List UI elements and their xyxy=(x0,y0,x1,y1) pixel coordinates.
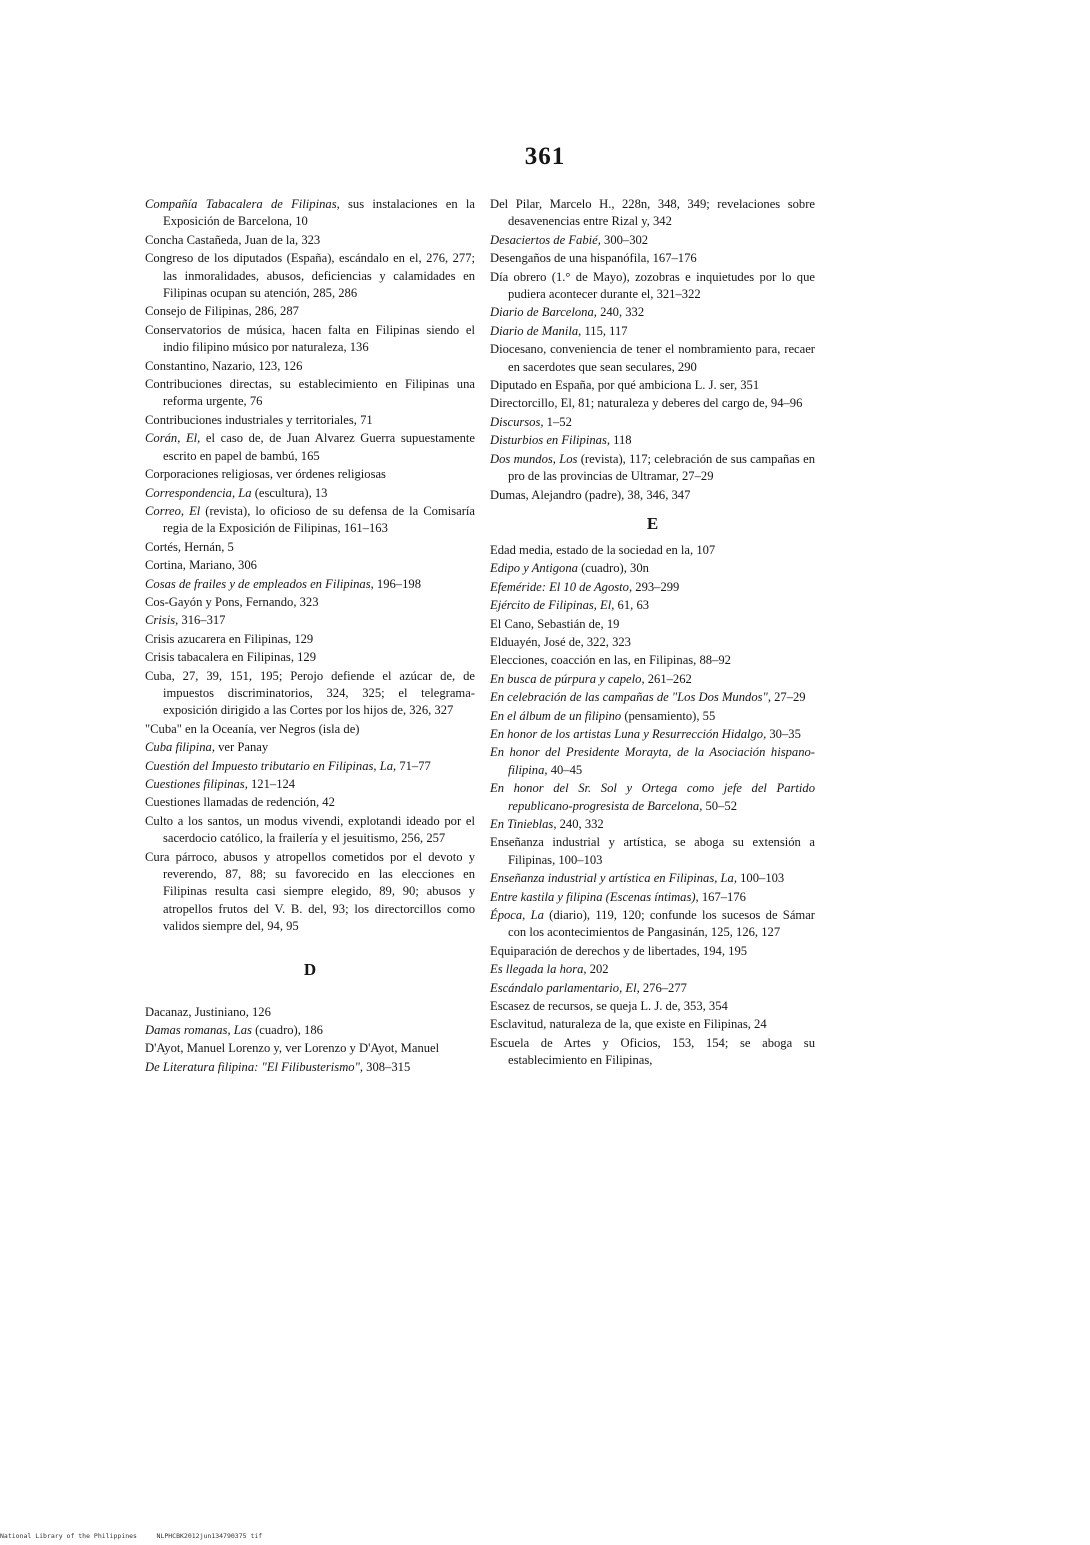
index-entry-text: Elduayén, José de, 322, 323 xyxy=(490,634,631,649)
index-entry xyxy=(145,721,475,738)
e-entries-list xyxy=(490,542,815,1070)
index-entry xyxy=(490,304,815,321)
index-entry-text: Del Pilar, Marcelo H., 228n, 348, 349; revelaciones sobre desavenencias entre Rizal y, 342 xyxy=(490,197,815,229)
index-entry-text: 167–176 xyxy=(698,889,746,904)
index-entry-text: 71–77 xyxy=(396,758,431,773)
index-entry xyxy=(145,358,475,375)
index-entry-text: Cuestiones llamadas de redención, 42 xyxy=(145,795,335,810)
right-entries-list xyxy=(490,196,815,504)
index-entry-text: Congreso de los diputados (España), escándalo en el, 276, 277; las inmoralidades, abusos, deficiencias y calamidades en Filipinas ocupan su atención, 285, 286 xyxy=(145,251,475,301)
index-entry-title: Crisis, xyxy=(145,613,179,628)
index-entry xyxy=(490,780,815,815)
index-entry-text: Cuba, 27, 39, 151, 195; Perojo defiende el azúcar de, de impuestos discriminatorios, 324, 325; el telegrama-exposición dirigido a las Cortes por los hijos de, 326, 327 xyxy=(145,668,475,718)
index-entry xyxy=(145,1022,475,1039)
index-entry xyxy=(490,1035,815,1070)
index-entry-title: Damas romanas, Las xyxy=(145,1023,252,1038)
index-entry-text: El Cano, Sebastián de, 19 xyxy=(490,616,620,631)
index-entry-title: Es llegada la hora, xyxy=(490,962,587,977)
index-entry xyxy=(490,689,815,706)
index-entry-text: Elecciones, coacción en las, en Filipinas, 88–92 xyxy=(490,653,731,668)
index-entry-text: 121–124 xyxy=(247,777,296,791)
index-entry xyxy=(490,671,815,688)
index-entry xyxy=(490,816,815,833)
index-entry xyxy=(490,542,815,559)
index-entry-text: (cuadro), 30n xyxy=(577,561,649,576)
index-entry-text: Consejo de Filipinas, 286, 287 xyxy=(145,304,299,319)
index-entry xyxy=(145,466,475,483)
index-entry xyxy=(145,303,475,320)
index-entry xyxy=(145,376,475,411)
index-entry-title: En el álbum de un filipino xyxy=(490,708,622,723)
index-entry-text: 61, 63 xyxy=(614,598,650,613)
index-entry-text: Equiparación de derechos y de libertades, 194, 195 xyxy=(490,943,748,958)
index-entry-text: 300–302 xyxy=(600,232,649,247)
index-entry-title: Discursos, xyxy=(490,414,544,429)
index-entry-text: (escultura), 13 xyxy=(251,485,328,500)
index-entry-text: Enseñanza industrial y artística, se aboga su extensión a Filipinas, 100–103 xyxy=(490,835,815,867)
index-entry-text: 293–299 xyxy=(632,579,680,594)
index-entry-text: Culto a los santos, un modus vivendi, explotandi ideado por el sacerdocio católico, la frailería y el jesuitismo, 256, 257 xyxy=(145,813,475,846)
index-entry xyxy=(490,560,815,577)
index-entry-text: Cos-Gayón y Pons, Fernando, 323 xyxy=(145,594,319,609)
index-entry xyxy=(490,395,815,412)
index-entry xyxy=(145,322,475,357)
index-entry-text: 308–315 xyxy=(363,1059,411,1074)
index-entry-title: En celebración de las campañas de "Los Dos Mundos", xyxy=(490,690,771,705)
index-entry xyxy=(490,1016,815,1033)
index-entry xyxy=(145,649,475,666)
index-entry-text: (diario), 119, 120; confunde los sucesos de Sámar con los acontecimientos de Pangasinán, 125, 126, 127 xyxy=(508,908,815,940)
index-entry-title: Diario de Barcelona, xyxy=(490,305,597,320)
index-entry-text: 30–35 xyxy=(766,726,801,741)
index-entry-text: sus instalaciones en la Exposición de Barcelona, 10 xyxy=(163,197,475,229)
index-entry xyxy=(490,998,815,1015)
index-entry xyxy=(490,870,815,887)
index-entry-text: Contribuciones industriales y territoriales, 71 xyxy=(145,412,373,427)
index-entry xyxy=(145,594,475,611)
index-entry xyxy=(490,451,815,486)
index-entry-text: (pensamiento), 55 xyxy=(621,708,716,723)
index-entry-title: Efeméride: El 10 de Agosto, xyxy=(490,579,633,594)
index-entry-title: Compañía Tabacalera de Filipinas, xyxy=(145,197,340,211)
index-entry-text: Concha Castañeda, Juan de la, 323 xyxy=(145,232,321,247)
index-entry-text: Corporaciones religiosas, ver órdenes religiosas xyxy=(145,467,386,482)
index-entry xyxy=(490,961,815,978)
index-entry xyxy=(145,412,475,429)
index-entry-title: Cosas de frailes y de empleados en Filipinas, xyxy=(145,576,374,591)
index-entry xyxy=(145,612,475,629)
index-entry-text: "Cuba" en la Oceanía, ver Negros (isla de) xyxy=(145,721,360,736)
index-entry-text: Cortés, Hernán, 5 xyxy=(145,539,234,554)
index-entry-text: 50–52 xyxy=(702,798,737,813)
index-entry xyxy=(145,794,475,811)
index-entry-title: En honor de los artistas Luna y Resurrección Hidalgo, xyxy=(490,726,767,741)
index-entry-text: 276–277 xyxy=(639,980,687,995)
index-entry-text: 261–262 xyxy=(644,671,692,686)
index-entry-text: D'Ayot, Manuel Lorenzo y, ver Lorenzo y D'Ayot, Manuel xyxy=(145,1041,440,1056)
index-entry xyxy=(490,708,815,725)
index-entry xyxy=(490,432,815,449)
d-entries-list xyxy=(145,1004,475,1077)
index-entry-title: Cuba filipina, xyxy=(145,740,215,755)
index-entry xyxy=(490,487,815,504)
index-entry-text: Dacanaz, Justiniano, 126 xyxy=(145,1004,271,1019)
index-entry-text: 1–52 xyxy=(543,414,572,429)
index-entry-title: Ejército de Filipinas, El, xyxy=(490,598,615,613)
index-entry-text: Directorcillo, El, 81; naturaleza y deberes del cargo de, 94–96 xyxy=(490,396,803,411)
index-entry xyxy=(145,849,475,936)
index-entry xyxy=(145,503,475,538)
index-entry-text: Constantino, Nazario, 123, 126 xyxy=(145,358,303,373)
index-entry xyxy=(145,430,475,465)
index-entry-text: Contribuciones directas, su establecimiento en Filipinas una reforma urgente, 76 xyxy=(145,377,475,409)
index-entry xyxy=(490,616,815,633)
index-entry-title: En honor del Sr. Sol y Ortega como jefe del Partido republicano-progresista de Barcelona, xyxy=(490,781,815,813)
index-entry-text: ver Panay xyxy=(214,740,269,755)
index-entry xyxy=(490,196,815,231)
index-entry xyxy=(490,907,815,942)
index-entry-text: 40–45 xyxy=(547,762,583,777)
index-entry xyxy=(490,579,815,596)
index-entry-title: Enseñanza industrial y artística en Filipinas, La, xyxy=(490,871,737,886)
index-entry xyxy=(490,341,815,376)
index-entry-title: Cuestión del Impuesto tributario en Filipinas, La, xyxy=(145,758,397,773)
index-entry-text: Desengaños de una hispanófila, 167–176 xyxy=(490,251,697,266)
index-entry xyxy=(145,539,475,556)
index-entry-title: Edipo y Antigona xyxy=(490,561,578,576)
index-entry xyxy=(490,634,815,651)
index-entry xyxy=(490,269,815,304)
index-entry xyxy=(145,232,475,249)
index-entry-text: Escuela de Artes y Oficios, 153, 154; se aboga su establecimiento en Filipinas, xyxy=(490,1035,815,1068)
index-entry-text: Día obrero (1.° de Mayo), zozobras e inquietudes por lo que pudiera acontecer durante el, 321–322 xyxy=(490,269,815,302)
index-entry-text: 240, 332 xyxy=(556,817,604,831)
index-entry xyxy=(490,943,815,960)
index-entry-text: (revista), 117; celebración de sus campañas en pro de las provincias de Ultramar, 27–29 xyxy=(508,451,815,484)
index-entry xyxy=(145,1040,475,1057)
index-entry xyxy=(145,1059,475,1076)
index-entry xyxy=(490,726,815,743)
index-entry-title: Correspondencia, La xyxy=(145,485,252,500)
index-entry-text: Cortina, Mariano, 306 xyxy=(145,558,257,573)
index-entry-title: Disturbios en Filipinas, xyxy=(490,433,610,448)
scan-footer: National Library of the Philippines NLPHCBK2012jun134790375 tif xyxy=(0,1532,263,1540)
index-entry-title: En Tinieblas, xyxy=(490,817,557,831)
page-number: 361 xyxy=(524,143,566,170)
index-entry xyxy=(490,414,815,431)
index-entry xyxy=(145,250,475,302)
index-entry xyxy=(490,250,815,267)
index-entry xyxy=(145,668,475,720)
index-entry-text: (revista), lo oficioso de su defensa de la Comisaría regia de la Exposición de Filipinas, 161–163 xyxy=(163,503,475,536)
index-entry-text: 240, 332 xyxy=(596,305,645,320)
index-entry-text: 115, 117 xyxy=(581,323,628,338)
index-entry-text: 100–103 xyxy=(736,871,785,886)
index-entry-text: Crisis tabacalera en Filipinas, 129 xyxy=(145,650,317,665)
left-entries-list xyxy=(145,196,475,936)
index-entry-text: Edad media, estado de la sociedad en la, 107 xyxy=(490,542,716,557)
left-column xyxy=(145,196,475,1077)
index-entry xyxy=(145,196,475,231)
index-entry-text: 118 xyxy=(610,433,632,448)
index-entry xyxy=(145,576,475,593)
index-entry xyxy=(145,1004,475,1021)
index-entry-text: Dumas, Alejandro (padre), 38, 346, 347 xyxy=(490,487,691,502)
index-entry-title: Dos mundos, Los xyxy=(490,451,578,466)
index-entry-title: En honor del Presidente Morayta, de la Asociación hispano-filipina, xyxy=(490,745,815,777)
index-entry-title: Desaciertos de Fabié, xyxy=(490,232,601,247)
index-entry-title: Escándalo parlamentario, El, xyxy=(490,980,640,995)
index-entry-title: Diario de Manila, xyxy=(490,323,582,338)
index-entry-text: Crisis azucarera en Filipinas, 129 xyxy=(145,631,314,646)
index-entry xyxy=(490,652,815,669)
index-entry xyxy=(490,232,815,249)
index-entry-title: De Literatura filipina: "El Filibusterismo", xyxy=(145,1059,364,1074)
index-entry xyxy=(145,813,475,848)
index-entry-text: 202 xyxy=(586,962,609,977)
index-entry-text: 27–29 xyxy=(770,690,806,705)
index-entry xyxy=(145,758,475,775)
index-entry-text: Esclavitud, naturaleza de la, que existe en Filipinas, 24 xyxy=(490,1017,767,1032)
index-entry xyxy=(490,834,815,869)
index-entry xyxy=(145,776,475,793)
index-entry xyxy=(490,744,815,779)
section-letter-d: D xyxy=(303,959,317,979)
index-entry xyxy=(490,323,815,340)
right-column xyxy=(490,196,815,1071)
index-entry xyxy=(490,889,815,906)
index-entry-text: Diputado en España, por qué ambiciona L. J. ser, 351 xyxy=(490,378,760,393)
index-entry-text: Escasez de recursos, se queja L. J. de, 353, 354 xyxy=(490,999,728,1014)
index-entry xyxy=(490,597,815,614)
index-entry xyxy=(490,377,815,394)
index-entry-text: 196–198 xyxy=(373,576,421,591)
index-entry-text: Conservatorios de música, hacen falta en Filipinas siendo el indio filipino músico por naturaleza, 136 xyxy=(145,322,475,355)
index-entry xyxy=(145,485,475,502)
index-entry xyxy=(145,631,475,648)
index-entry-text: el caso de, de Juan Alvarez Guerra supuestamente escrito en papel de bambú, 165 xyxy=(163,431,475,463)
section-letter-e: E xyxy=(646,513,659,533)
index-entry xyxy=(145,557,475,574)
index-entry-title: En busca de púrpura y capelo, xyxy=(490,671,645,686)
index-entry-text: (cuadro), 186 xyxy=(251,1023,323,1038)
index-entry-title: Cuestiones filipinas, xyxy=(145,777,248,791)
index-entry-text: Cura párroco, abusos y atropellos cometidos por el devoto y reverendo, 87, 88; su favorecido en las elecciones en Filipinas resulta casi siempre elegido, 89, 90; abusos y atropellos frutos del V. B. del, 93; los directorcillos como validos siempre del, 94, 95 xyxy=(145,849,475,934)
index-entry-title: Época, La xyxy=(490,908,544,923)
index-entry-title: Entre kastila y filipina (Escenas íntimas), xyxy=(490,889,699,904)
index-entry-title: Corán, El, xyxy=(145,431,201,446)
index-entry-text: 316–317 xyxy=(178,613,226,628)
index-entry xyxy=(490,980,815,997)
index-entry-title: Correo, El xyxy=(145,503,201,518)
index-entry xyxy=(145,739,475,756)
index-entry-text: Diocesano, conveniencia de tener el nombramiento para, recaer en sacerdotes que sean seculares, 290 xyxy=(490,342,815,374)
